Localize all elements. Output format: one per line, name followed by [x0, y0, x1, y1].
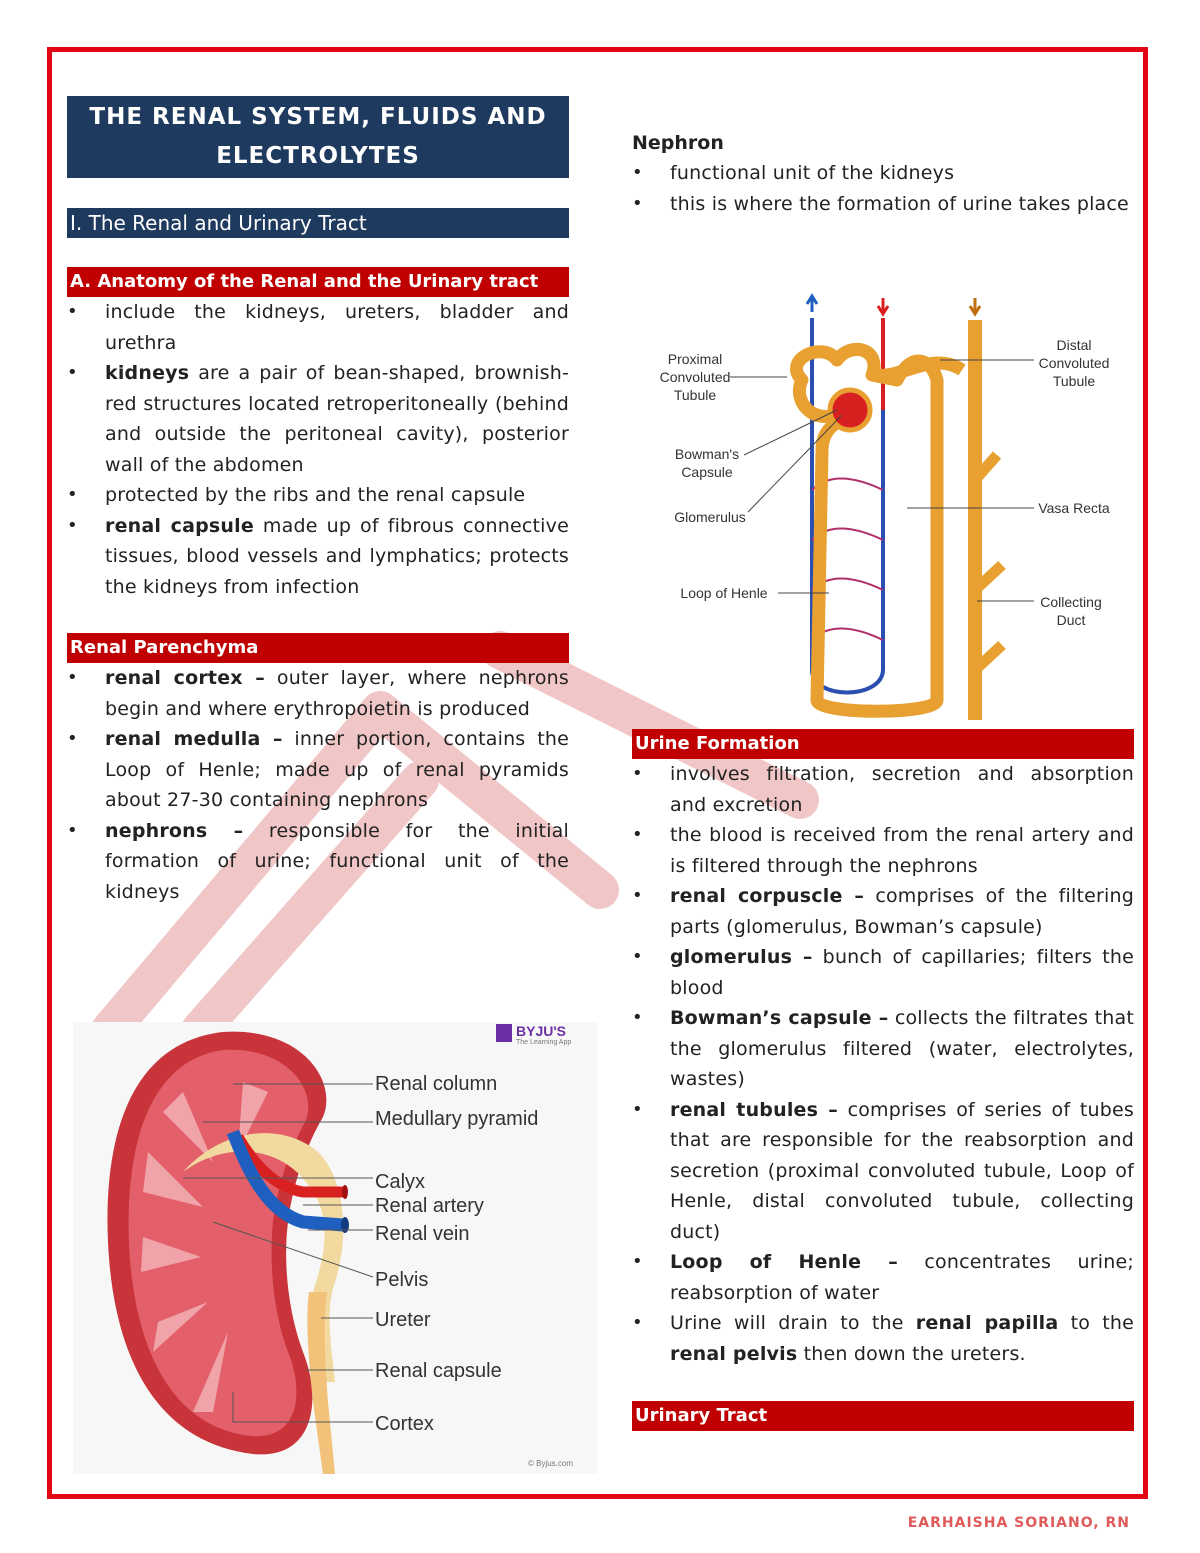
label-dct-3: Tubule	[1052, 373, 1096, 389]
list-item: • Loop of Henle – concentrates urine; reabsorption of water	[632, 1247, 1134, 1308]
subheading-urine-formation: Urine Formation	[632, 729, 1134, 759]
title-line-1: THE RENAL SYSTEM, FLUIDS AND	[89, 104, 547, 130]
list-item: • kidneys are a pair of bean-shaped, brownish-red structures located retroperitoneally (behind and outside the peritoneal cavity), posterior wall of the abdomen	[67, 358, 569, 480]
label-bowmans-2: Capsule	[681, 464, 733, 480]
author-footer: EARHAISHA SORIANO, RN	[907, 1515, 1130, 1531]
list-item: • glomerulus – bunch of capillaries; filters the blood	[632, 942, 1134, 1003]
list-item: • protected by the ribs and the renal capsule	[67, 480, 569, 511]
list-item: • the blood is received from the renal artery and is filtered through the nephrons	[632, 820, 1134, 881]
label-glomerulus: Glomerulus	[674, 509, 746, 525]
label-pelvis: Pelvis	[375, 1269, 429, 1291]
list-item: • Bowman’s capsule – collects the filtrates that the glomerulus filtered (water, electrolytes, wastes)	[632, 1003, 1134, 1095]
label-vasa-recta: Vasa Recta	[1038, 500, 1110, 516]
list-item: • Urine will drain to the renal papilla to the renal pelvis then down the ureters.	[632, 1308, 1134, 1369]
image-credit: © Byjus.com	[528, 1459, 574, 1468]
label-pct-3: Tubule	[673, 387, 717, 403]
label-renal-column: Renal column	[375, 1073, 498, 1095]
label-collecting-2: Duct	[1056, 612, 1086, 628]
label-dct-1: Distal	[1056, 337, 1092, 353]
list-item: • renal corpuscle – comprises of the filtering parts (glomerulus, Bowman’s capsule)	[632, 881, 1134, 942]
nephron-figure	[652, 290, 1122, 720]
document-title	[67, 96, 569, 178]
nephron-heading: Nephron	[632, 132, 724, 154]
list-item: • involves filtration, secretion and absorption and excretion	[632, 759, 1134, 820]
list-item: • renal cortex – outer layer, where nephrons begin and where erythropoietin is produced	[67, 663, 569, 724]
right-column	[632, 128, 1134, 219]
section-heading-renal-urinary: I. The Renal and Urinary Tract	[67, 208, 569, 238]
label-renal-capsule: Renal capsule	[375, 1360, 502, 1382]
label-renal-artery: Renal artery	[375, 1195, 484, 1217]
label-ureter: Ureter	[375, 1309, 431, 1331]
kidney-anatomy-figure	[73, 1022, 598, 1474]
nephron-list	[632, 158, 1134, 219]
list-item: • nephrons – responsible for the initial formation of urine; functional unit of the kidneys	[67, 816, 569, 908]
anatomy-list	[67, 297, 569, 602]
brand-logo: BYJU'S	[516, 1023, 567, 1039]
label-collecting-1: Collecting	[1040, 594, 1102, 610]
subheading-urinary-tract: Urinary Tract	[632, 1401, 1134, 1431]
subheading-renal-parenchyma: Renal Parenchyma	[67, 633, 569, 663]
list-item: • renal medulla – inner portion, contains the Loop of Henle; made up of renal pyramids about 27-30 containing nephrons	[67, 724, 569, 816]
parenchyma-list	[67, 663, 569, 907]
label-medullary: Medullary pyramid	[375, 1108, 539, 1130]
label-dct-2: Convoluted	[1038, 355, 1110, 371]
label-pct-1: Proximal	[667, 351, 723, 367]
left-column	[67, 96, 569, 907]
label-renal-vein: Renal vein	[375, 1223, 470, 1245]
right-column-lower	[632, 729, 1134, 1431]
list-item: • renal tubules – comprises of series of tubes that are responsible for the reabsorption and secretion (proximal convoluted tubule, Loop of Henle, distal convoluted tubule, collecting duct)	[632, 1095, 1134, 1248]
label-loop-henle: Loop of Henle	[680, 585, 768, 601]
title-line-2: ELECTROLYTES	[216, 143, 420, 169]
label-bowmans-1: Bowman's	[674, 446, 740, 462]
list-item: • renal capsule made up of fibrous connective tissues, blood vessels and lymphatics; protects the kidneys from infection	[67, 511, 569, 603]
subheading-anatomy: A. Anatomy of the Renal and the Urinary tract	[67, 267, 569, 297]
brand-tagline: The Learning App	[516, 1039, 572, 1046]
list-item: • functional unit of the kidneys	[632, 158, 1134, 189]
list-item: • this is where the formation of urine takes place	[632, 189, 1134, 220]
label-cortex: Cortex	[375, 1413, 434, 1435]
list-item: • include the kidneys, ureters, bladder and urethra	[67, 297, 569, 358]
label-pct-2: Convoluted	[659, 369, 731, 385]
label-calyx: Calyx	[375, 1171, 426, 1193]
urine-formation-list	[632, 759, 1134, 1369]
